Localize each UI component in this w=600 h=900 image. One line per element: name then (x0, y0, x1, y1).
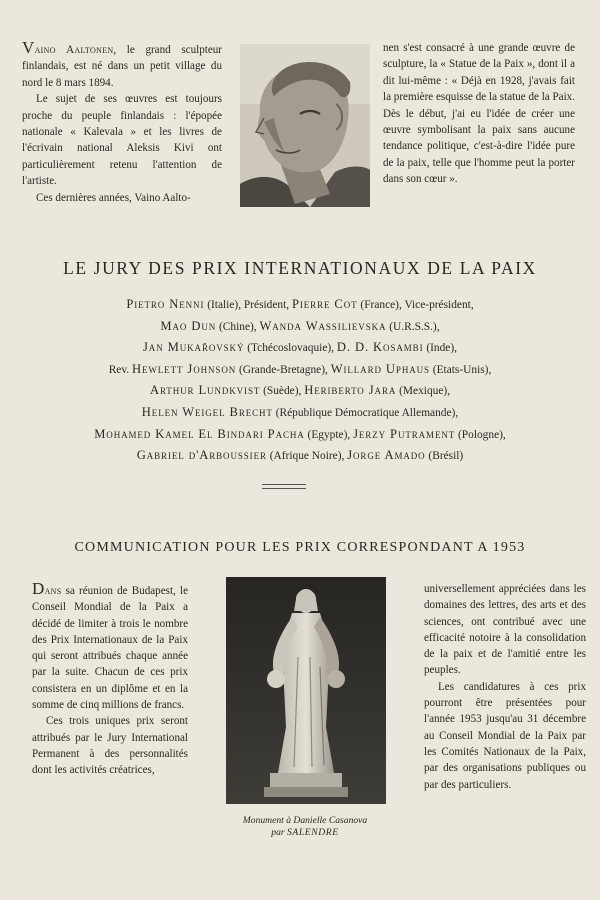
communication-left-column (32, 581, 188, 779)
jury-line (20, 424, 580, 446)
jury-line (20, 359, 580, 381)
aaltonen-article-right-column (383, 40, 575, 188)
communication-paragraph-4: Les candidatures à ces prix pourront être présentées pour l'année 1953 jusqu'au 31 décembre au Conseil Mondial de la Paix par les Comités Nationaux de la Paix, par des organisations publiques ou par des particuliers. (424, 680, 586, 791)
jury-member-detail: (Chine), (216, 320, 260, 333)
communication-paragraph-3: universellement appréciées dans les domaines des lettres, des arts et des sciences, ont contribué avec une efficacité notoire à la consolidation de la paix et de l'amitié entre les peuples. (424, 583, 586, 677)
communication-dropcap-rest: ans (44, 585, 62, 597)
jury-member-detail: (Pologne), (455, 428, 506, 441)
communication-dropcap: D (32, 579, 45, 598)
jury-member-name: Pierre Cot (291, 297, 358, 311)
jury-member-detail: (Tchécoslovaquie), (244, 342, 337, 355)
jury-member-name: Mao Dun (160, 318, 217, 333)
statue-photo (226, 577, 386, 804)
jury-member-detail: (Inde), (423, 342, 457, 355)
jury-member-name: Pietro Nenni (126, 297, 205, 311)
jury-member-name: Gabriel d'Arboussier (136, 448, 267, 463)
jury-line (20, 380, 580, 402)
aaltonen-dropcap: V (22, 38, 35, 57)
jury-member-detail: (U.R.S.S.), (386, 320, 440, 333)
statue-caption (200, 815, 410, 840)
jury-member-detail: (République Démocratique Allemande), (272, 406, 459, 419)
communication-paragraph-2: Ces trois uniques prix seront attribués par le Jury International Permanent à des personnalités dont les activités créatrices, (32, 715, 188, 777)
jury-member-detail: Rev. (108, 363, 132, 376)
portrait-illustration (240, 44, 370, 207)
jury-member-list (20, 294, 580, 467)
caption-sculptor: SALENDRE (287, 827, 339, 839)
jury-member-name: Willard Uphaus (330, 361, 430, 376)
communication-paragraph-1-text: sa réunion de Budapest, le Conseil Mondial de la Paix a décidé de limiter à trois le nombre des Prix Internationaux de la Paix qui seront attribués chaque année par la suite. Chacun de ces prix consistera en un diplôme et en la somme de cinq millions de francs. (32, 585, 188, 712)
jury-member-name: Heriberto Jara (304, 383, 397, 398)
jury-member-detail: (Suède), (260, 385, 305, 398)
jury-line (20, 316, 580, 338)
jury-line (20, 337, 580, 359)
jury-line (20, 402, 580, 424)
jury-member-name: Wanda Wassilievska (259, 318, 387, 333)
jury-member-name: Jorge Amado (347, 448, 426, 463)
aaltonen-article-left-column (22, 40, 222, 206)
caption-title: Monument à Danielle Casanova (242, 815, 368, 826)
caption-author-line (200, 827, 410, 839)
aaltonen-continuation: nen s'est consacré à une grande œuvre de sculpture, la « Statue de la Paix », dont il a dit lui-même : « Déjà en 1928, j'avais fait la première esquisse de la statue de la Paix. Dès le début, j'ai eu l'idée de créer une œuvre symbolisant la paix sans aucune tendance politique, c'est-à-dire l'idée pure de la paix, telle que l'homme peut la porter dans son cœur ». (383, 42, 575, 186)
jury-member-detail: (Mexique), (396, 385, 451, 398)
jury-member-detail: (Brésil) (425, 450, 464, 463)
jury-member-detail: (Etats-Unis), (429, 363, 492, 376)
jury-member-detail: (Egypte), (304, 428, 354, 441)
aaltonen-intro-paragraph (22, 40, 222, 91)
jury-member-detail: (Italie), Président, (204, 299, 292, 311)
jury-member-name: Helen Weigel Brecht (141, 404, 273, 419)
aaltonen-intro-text: , le grand sculpteur finlandais, est né dans un petit village du nord le 8 mars 1894. (22, 44, 222, 89)
aaltonen-name: aino Aaltonen (34, 44, 114, 56)
aaltonen-paragraph-3: Ces dernières années, Vaino Aalto- (36, 191, 191, 204)
communication-heading: COMMUNICATION POUR LES PRIX CORRESPONDANT A 1953 (74, 540, 526, 555)
aaltonen-paragraph-2: Le sujet de ses œuvres est toujours proche du peuple finlandais : l'épopée nationale « Kalevala » et les livres de l'écrivain national Aleksis Kivi ont particulièrement retenu l'attention de l'artiste. (22, 93, 222, 188)
aaltonen-portrait-photo (240, 44, 370, 207)
statue-illustration (226, 577, 386, 804)
caption-by: par (271, 827, 288, 839)
jury-member-name: Arthur Lundkvist (149, 383, 261, 398)
communication-paragraph-1 (32, 581, 188, 713)
jury-member-detail: (Grande-Bretagne), (236, 363, 331, 376)
jury-line (20, 445, 580, 467)
jury-member-name: Mohamed Kamel El Bindari Pacha (94, 426, 305, 441)
jury-member-name: Hewlett Johnson (132, 361, 237, 376)
jury-member-detail: (France), Vice-président, (357, 299, 474, 311)
jury-heading: LE JURY DES PRIX INTERNATIONAUX DE LA PAIX (63, 258, 537, 278)
jury-member-name: Jan Mukařovský (143, 340, 245, 355)
jury-member-name: Jerzy Putrament (353, 426, 456, 441)
jury-member-name: D. D. Kosambi (336, 340, 424, 355)
section-divider (262, 484, 306, 489)
communication-right-column (424, 581, 586, 793)
jury-member-detail: (Afrique Noire), (266, 450, 348, 463)
jury-line (20, 294, 580, 316)
